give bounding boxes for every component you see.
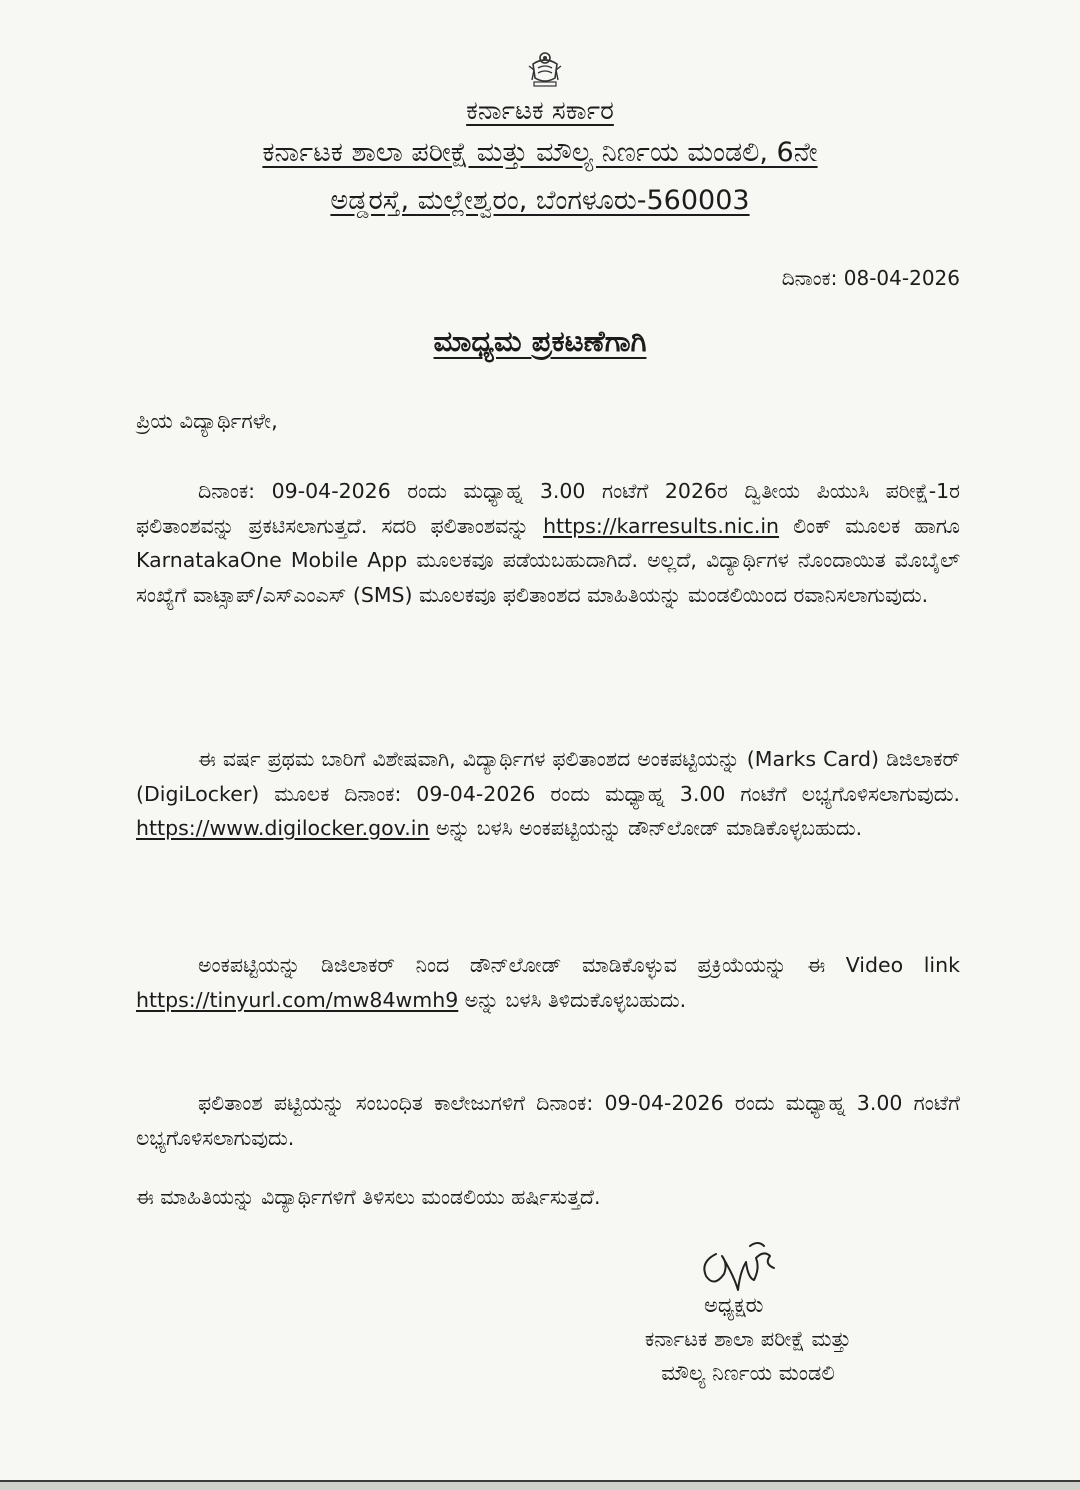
paragraph-text: ಅನ್ನು ಬಳಸಿ ತಿಳಿದುಕೊಳ್ಳಬಹುದು. [458, 987, 687, 1012]
header-board-name: ಕರ್ನಾಟಕ ಶಾಲಾ ಪರೀಕ್ಷೆ ಮತ್ತು ಮೌಲ್ಯ ನಿರ್ಣಯ ಮಂಡಲಿ, 6ನೇ [262, 137, 818, 168]
document-date: ದಿನಾಂಕ: 08-04-2026 [781, 266, 960, 290]
karresults-link[interactable]: https://karresults.nic.in [543, 513, 780, 538]
paragraph-digilocker [136, 742, 960, 846]
paragraph-closing: ಈ ಮಾಹಿತಿಯನ್ನು ವಿದ್ಯಾರ್ಥಿಗಳಿಗೆ ತಿಳಿಸಲು ಮಂಡಲಿಯು ಹರ್ಷಿಸುತ್ತದೆ. [136, 1185, 601, 1209]
document-title: ಮಾಧ್ಯಮ ಪ್ರಕಟಣೆಗಾಗಿ [433, 324, 647, 358]
signatory-title: ಅಧ್ಯಕ್ಷರು [704, 1293, 764, 1317]
paragraph-text: ದಿನಾಂಕ: 09-04-2026 ರಂದು ಮಧ್ಯಾಹ್ನ 3.00 ಗಂಟೆಗೆ 2026ರ ದ್ವಿತೀಯ ಪಿಯುಸಿ ಪರೀಕ್ಷೆ-1ರ ಫಲಿತಾಂಶವನ್ನು ಪ್ರಕಟಿಸಲಾಗುತ್ತದೆ. ಸದರಿ ಫಲಿತಾಂಶವನ್ನು [136, 479, 960, 538]
paragraph-text: ಅನ್ನು ಬಳಸಿ ಅಂಕಪಟ್ಟಿಯನ್ನು ಡೌನ್‌ಲೋಡ್ ಮಾಡಿಕೊಳ್ಳಬಹುದು. [429, 816, 863, 840]
signatory-org-line: ಮೌಲ್ಯ ನಿರ್ಣಯ ಮಂಡಲಿ [661, 1361, 835, 1385]
video-tutorial-link[interactable]: https://tinyurl.com/mw84wmh9 [136, 987, 459, 1012]
header-government: ಕರ್ನಾಟಕ ಸರ್ಕಾರ [466, 96, 614, 126]
paragraph-results-announcement [136, 474, 960, 612]
paragraph-text: ಈ ವರ್ಷ ಪ್ರಥಮ ಬಾರಿಗೆ ವಿಶೇಷವಾಗಿ, ವಿದ್ಯಾರ್ಥಿಗಳ ಫಲಿತಾಂಶದ ಅಂಕಪಟ್ಟಿಯನ್ನು (Marks Card) ಡಿಜಿಲಾಕರ್ (DigiLocker) ಮೂಲಕ ದಿನಾಂಕ: 09-04-2026 ರಂದು ಮಧ್ಯಾಹ್ನ 3.00 ಗಂಟೆಗೆ ಲಭ್ಯಗೊಳಿಸಲಾಗುವುದು. [136, 747, 960, 806]
paragraph-text: ಲಿಂಕ್ ಮೂಲಕ ಹಾಗೂ KarnatakaOne Mobile App ಮೂಲಕವೂ ಪಡೆಯಬಹುದಾಗಿದೆ. ಅಲ್ಲದೆ, ವಿದ್ಯಾರ್ಥಿಗಳ ನೊಂದಾಯಿತ ಮೊಬೈಲ್ ಸಂಖ್ಯೆಗೆ ವಾಟ್ಸಾಪ್/ಎಸ್‌ಎಂಎಸ್ (SMS) ಮೂಲಕವೂ ಫಲಿತಾಂಶದ ಮಾಹಿತಿಯನ್ನು ಮಂಡಲಿಯಿಂದ ರವಾನಿಸಲಾಗುವುದು. [136, 513, 960, 607]
salutation: ಪ್ರಿಯ ವಿದ್ಯಾರ್ಥಿಗಳೇ, [136, 409, 278, 433]
paragraph-college-results: ಫಲಿತಾಂಶ ಪಟ್ಟಿಯನ್ನು ಸಂಬಂಧಿತ ಕಾಲೇಜುಗಳಿಗೆ ದಿನಾಂಕ: 09-04-2026 ರಂದು ಮಧ್ಯಾಹ್ನ 3.00 ಗಂಟೆಗೆ ಲಭ್ಯಗೊಳಿಸಲಾಗುವುದು. [136, 1091, 960, 1150]
paragraph-text: ಅಂಕಪಟ್ಟಿಯನ್ನು ಡಿಜಿಲಾಕರ್ ನಿಂದ ಡೌನ್‌ಲೋಡ್ ಮಾಡಿಕೊಳ್ಳುವ ಪ್ರಕ್ರಿಯೆಯನ್ನು ಈ Video link [198, 953, 960, 977]
paragraph-video-link [136, 948, 960, 1017]
page-bottom-edge [0, 1480, 1080, 1490]
handwritten-signature [694, 1232, 786, 1298]
header-address: ಅಡ್ಡರಸ್ತೆ, ಮಲ್ಲೇಶ್ವರಂ, ಬೆಂಗಳೂರು-560003 [330, 185, 750, 216]
karnataka-emblem-icon [526, 48, 564, 88]
signatory-organization [568, 1322, 928, 1390]
digilocker-link[interactable]: https://www.digilocker.gov.in [136, 816, 430, 840]
signatory-org-line: ಕರ್ನಾಟಕ ಶಾಲಾ ಪರೀಕ್ಷೆ ಮತ್ತು [644, 1327, 852, 1351]
